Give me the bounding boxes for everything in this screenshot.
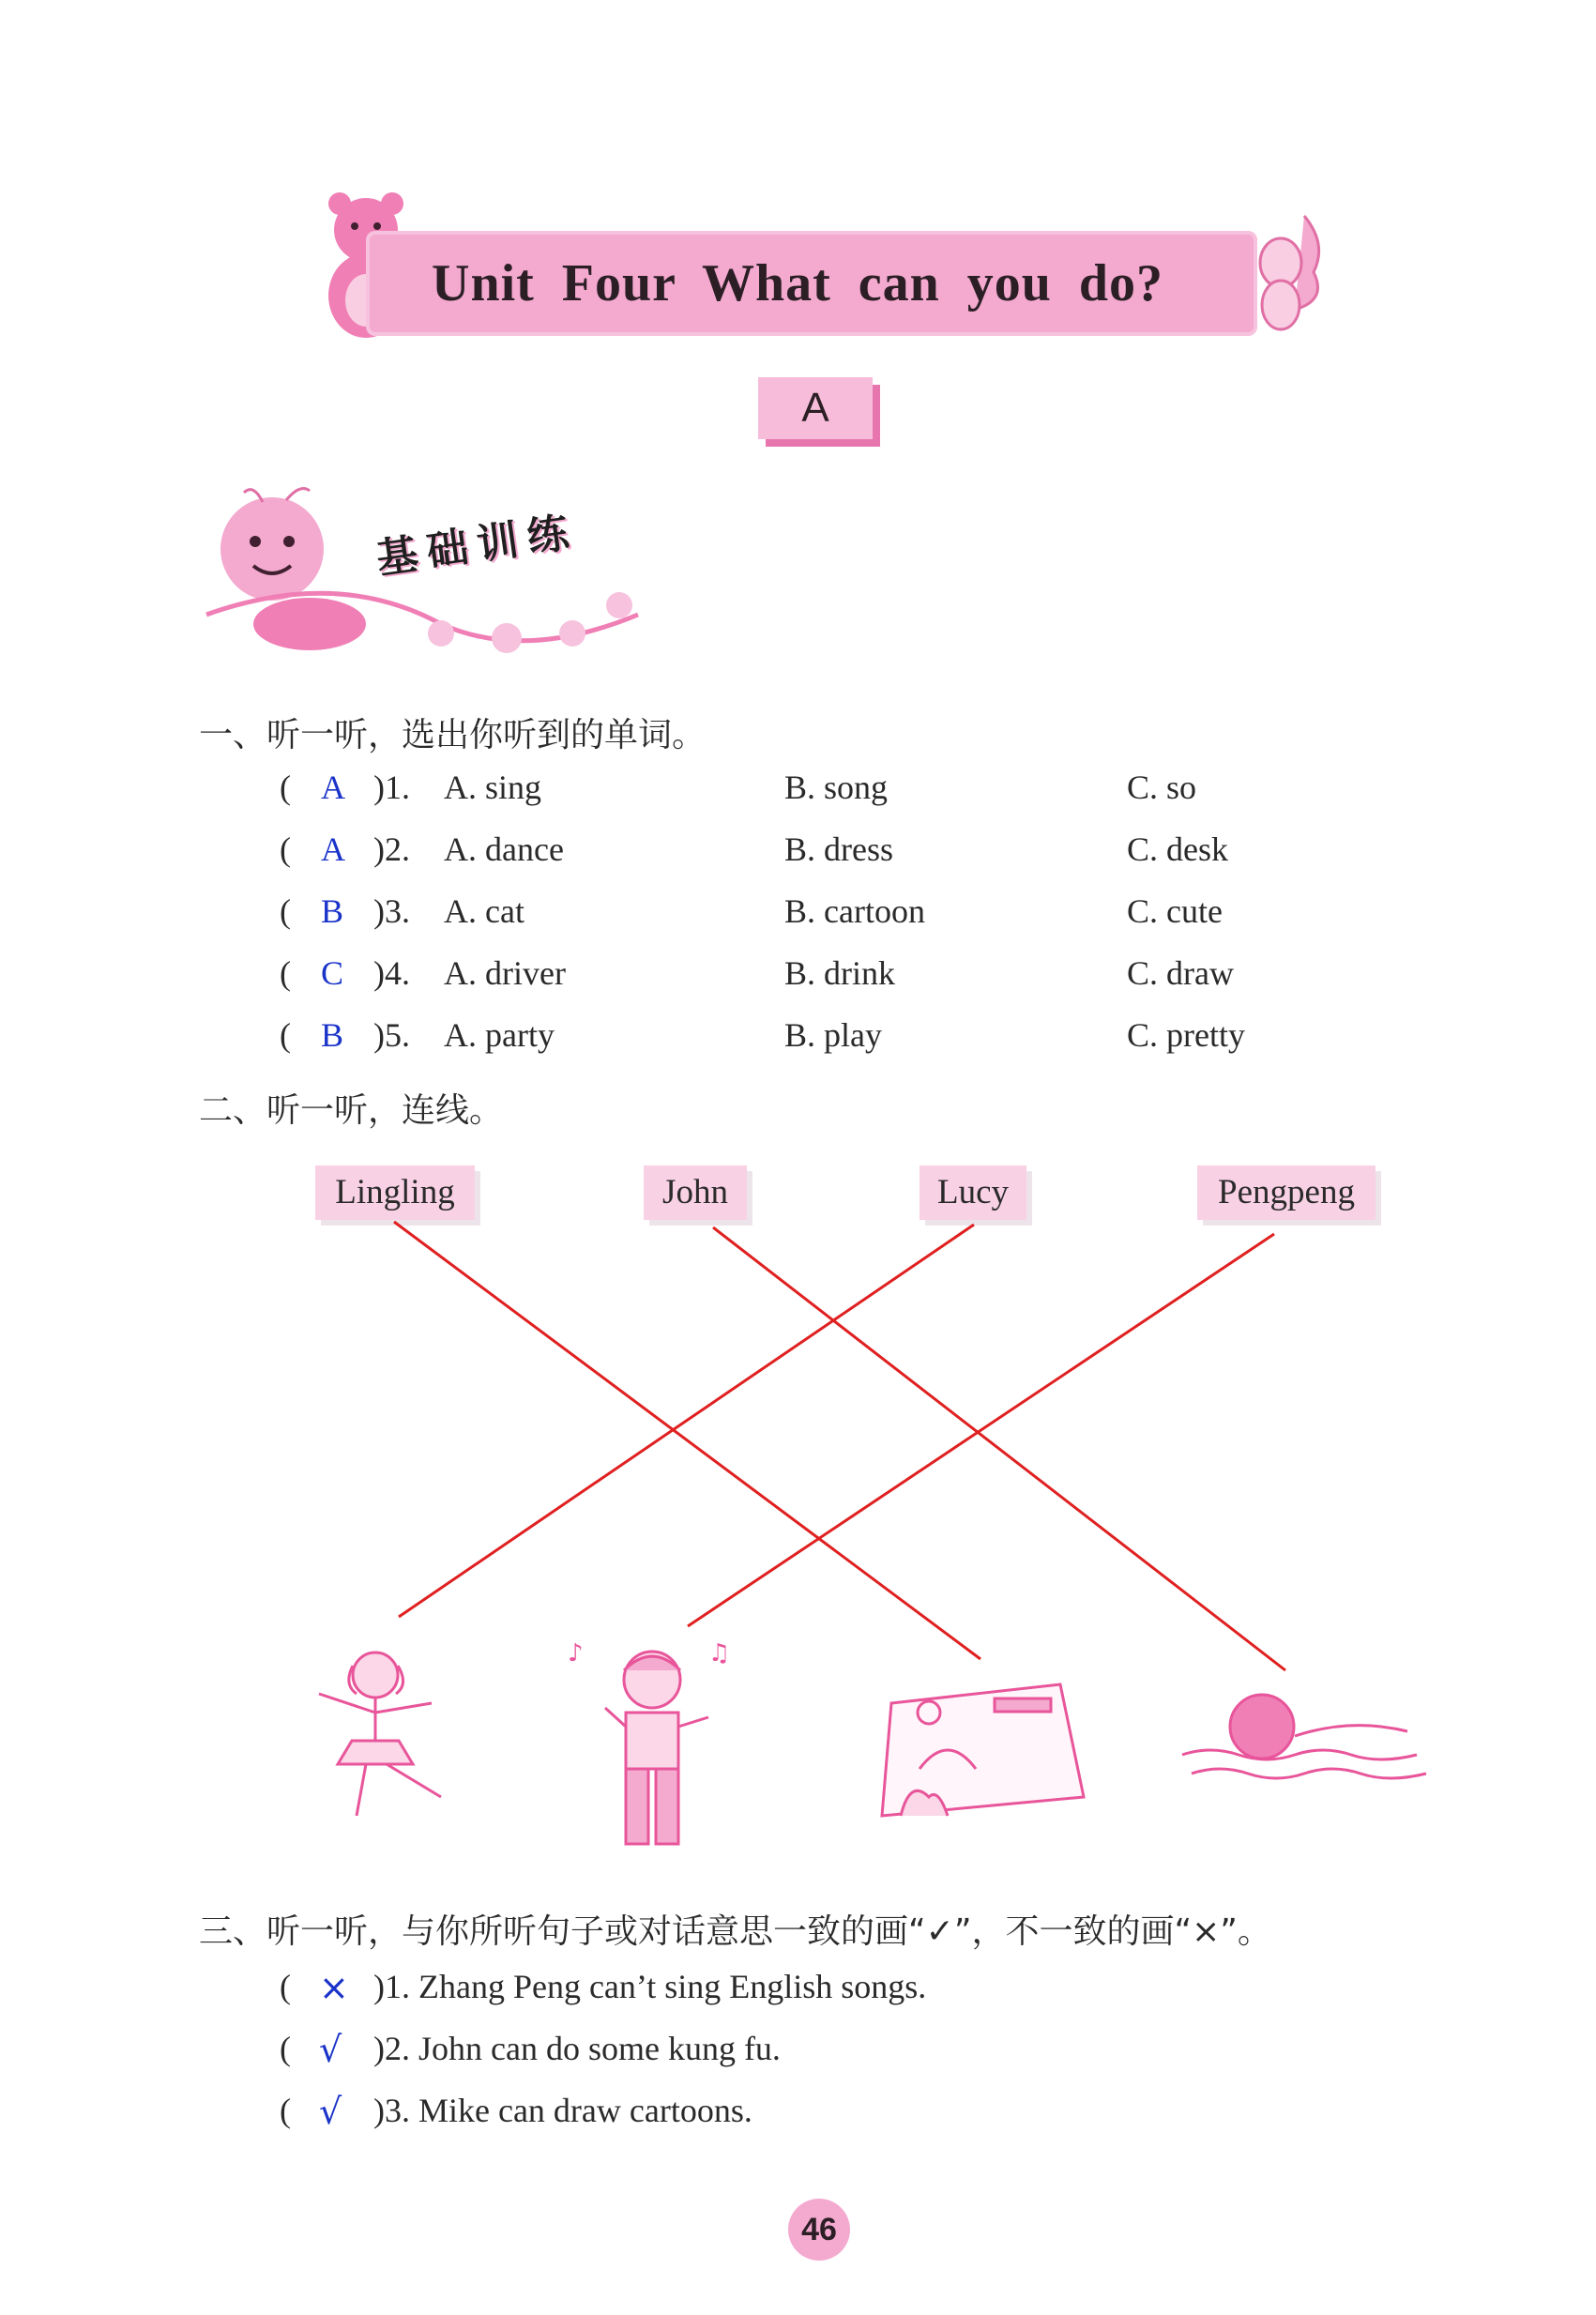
option-b: B. cartoon bbox=[784, 892, 925, 930]
match-line-lingling bbox=[394, 1222, 980, 1659]
option-a: A. dance bbox=[444, 830, 564, 868]
question-number: )2. bbox=[373, 830, 410, 868]
section-label: A bbox=[758, 377, 873, 439]
name-tag-lucy: Lucy bbox=[920, 1165, 1026, 1220]
option-b: B. song bbox=[784, 769, 889, 806]
question-row: ( B )5. A. party B. play C. pretty bbox=[280, 1016, 1245, 1054]
answer: B bbox=[321, 1016, 344, 1054]
judgement-mark: × bbox=[319, 1967, 349, 2008]
question-row: ( C )4. A. driver B. drink C. draw bbox=[280, 954, 1234, 992]
option-a: A. driver bbox=[444, 954, 566, 992]
option-a: A. sing bbox=[444, 769, 542, 806]
part1-heading: 一、听一听，选出你听到的单词。 bbox=[199, 716, 707, 754]
swimming-boy-illustration bbox=[1173, 1680, 1436, 1811]
option-a: A. party bbox=[444, 1016, 555, 1054]
option-c: C. desk bbox=[1127, 830, 1228, 868]
option-a: A. cat bbox=[444, 892, 524, 930]
judgement-sentence: )2. John can do some kung fu. bbox=[373, 2030, 781, 2067]
svg-text:♫: ♫ bbox=[708, 1639, 731, 1668]
question-number: )1. bbox=[373, 769, 410, 806]
option-c: C. pretty bbox=[1127, 1016, 1245, 1054]
option-c: C. draw bbox=[1127, 954, 1234, 992]
svg-text:♪: ♪ bbox=[568, 1639, 584, 1668]
part2-heading: 二、听一听，连线。 bbox=[199, 1091, 504, 1130]
question-number: )5. bbox=[373, 1016, 410, 1054]
unit-title: Unit Four What can you do? bbox=[432, 254, 1164, 312]
judgement-mark: √ bbox=[319, 2091, 342, 2132]
question-row: ( B )3. A. cat B. cartoon C. cute bbox=[280, 892, 1223, 930]
judgement-mark: √ bbox=[319, 2029, 342, 2070]
option-b: B. dress bbox=[784, 830, 893, 868]
answer: A bbox=[321, 769, 345, 806]
answer: C bbox=[321, 954, 344, 992]
dancing-girl-illustration bbox=[300, 1637, 460, 1835]
option-b: B. drink bbox=[784, 954, 896, 992]
judgement-row: ( √ )3. Mike can draw cartoons. bbox=[280, 2091, 752, 2132]
page-number: 46 bbox=[788, 2199, 850, 2261]
part3-questions bbox=[280, 1967, 1406, 2153]
name-tag-lingling: Lingling bbox=[315, 1165, 475, 1220]
match-line-pengpeng bbox=[688, 1234, 1274, 1626]
question-number: )3. bbox=[373, 892, 410, 930]
drawing-hand-illustration bbox=[863, 1666, 1088, 1835]
option-c: C. cute bbox=[1127, 892, 1223, 930]
question-number: )4. bbox=[373, 954, 410, 992]
singing-boy-illustration bbox=[558, 1633, 765, 1858]
judgement-row: ( × )1. Zhang Peng can’t sing English songs. bbox=[280, 1967, 927, 2008]
name-tag-pengpeng: Pengpeng bbox=[1197, 1165, 1376, 1220]
answer: A bbox=[321, 830, 345, 868]
question-row: ( A )2. A. dance B. dress C. desk bbox=[280, 830, 1228, 868]
basic-training-label: 基础训练 bbox=[373, 508, 582, 584]
match-line-john bbox=[713, 1227, 1285, 1670]
judgement-sentence: )3. Mike can draw cartoons. bbox=[373, 2092, 752, 2129]
answer: B bbox=[321, 892, 344, 930]
part3-heading: 三、听一听，与你所听句子或对话意思一致的画“✓”，不一致的画“×”。 bbox=[199, 1912, 1271, 1951]
match-line-lucy bbox=[399, 1225, 974, 1617]
option-b: B. play bbox=[784, 1016, 882, 1054]
question-row: ( A )1. A. sing B. song C. so bbox=[280, 769, 1197, 806]
option-c: C. so bbox=[1127, 769, 1197, 806]
judgement-sentence: )1. Zhang Peng can’t sing English songs. bbox=[373, 1968, 927, 2005]
judgement-row: ( √ )2. John can do some kung fu. bbox=[280, 2029, 781, 2070]
name-tag-john: John bbox=[644, 1165, 747, 1220]
